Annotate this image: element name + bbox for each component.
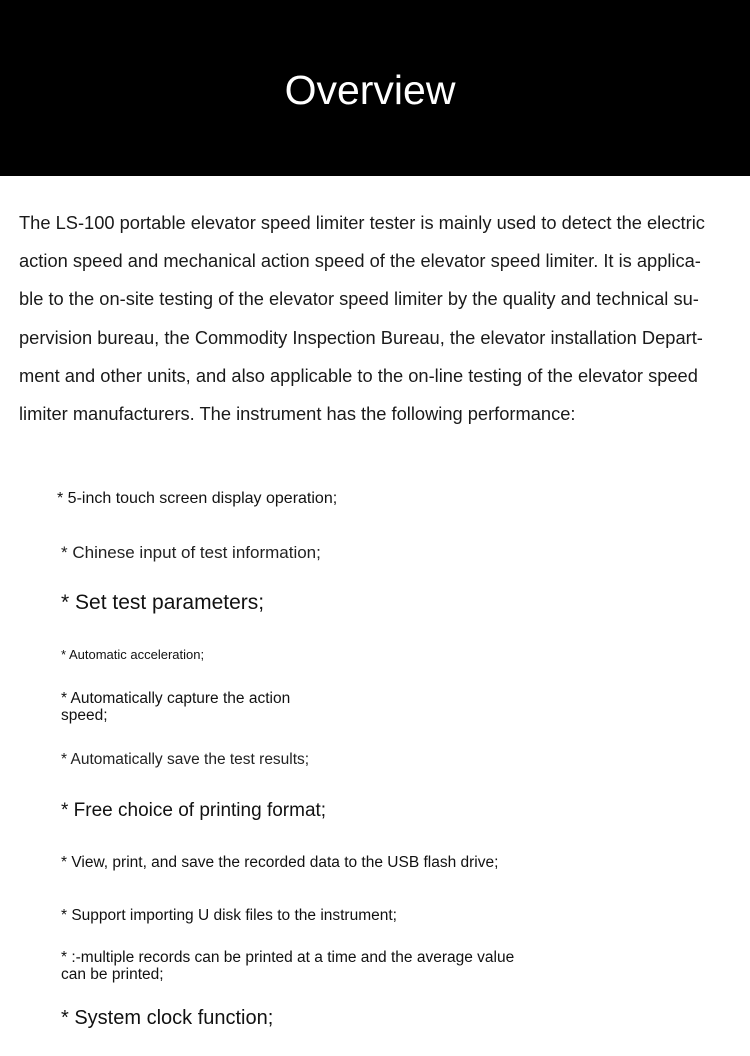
header-banner	[0, 0, 750, 176]
intro-line: pervision bureau, the Commodity Inspection Bureau, the elevator installation Depart-	[19, 326, 703, 348]
feature-item: * Automatically save the test results;	[61, 751, 310, 768]
intro-line: action speed and mechanical action speed of the elevator speed limiter. It is applica-	[19, 250, 701, 272]
intro-line: limiter manufacturers. The instrument has the following performance:	[19, 403, 576, 425]
intro-line: The LS-100 portable elevator speed limiter tester is mainly used to detect the electric	[19, 212, 705, 233]
feature-item: * Automatically capture the action speed;	[61, 690, 291, 724]
feature-item: * 5-inch touch screen display operation;	[57, 490, 338, 507]
intro-paragraph	[19, 204, 743, 433]
intro-line: ble to the on-site testing of the elevator speed limiter by the quality and technical su-	[19, 288, 699, 310]
feature-item: * Chinese input of test information;	[61, 543, 321, 562]
feature-item: * Free choice of printing format;	[61, 800, 327, 821]
feature-item: * :-multiple records can be printed at a time and the average value can be printed;	[61, 949, 515, 983]
feature-item: * Support importing U disk files to the instrument;	[61, 907, 397, 924]
feature-item: * Set test parameters;	[61, 591, 265, 614]
intro-line: ment and other units, and also applicable to the on-line testing of the elevator speed	[19, 364, 698, 386]
feature-item: * View, print, and save the recorded data to the USB flash drive;	[61, 854, 499, 871]
page-title: Overview	[284, 67, 456, 113]
feature-item: * System clock function;	[61, 1007, 274, 1029]
feature-item: * Automatic acceleration;	[61, 647, 205, 662]
